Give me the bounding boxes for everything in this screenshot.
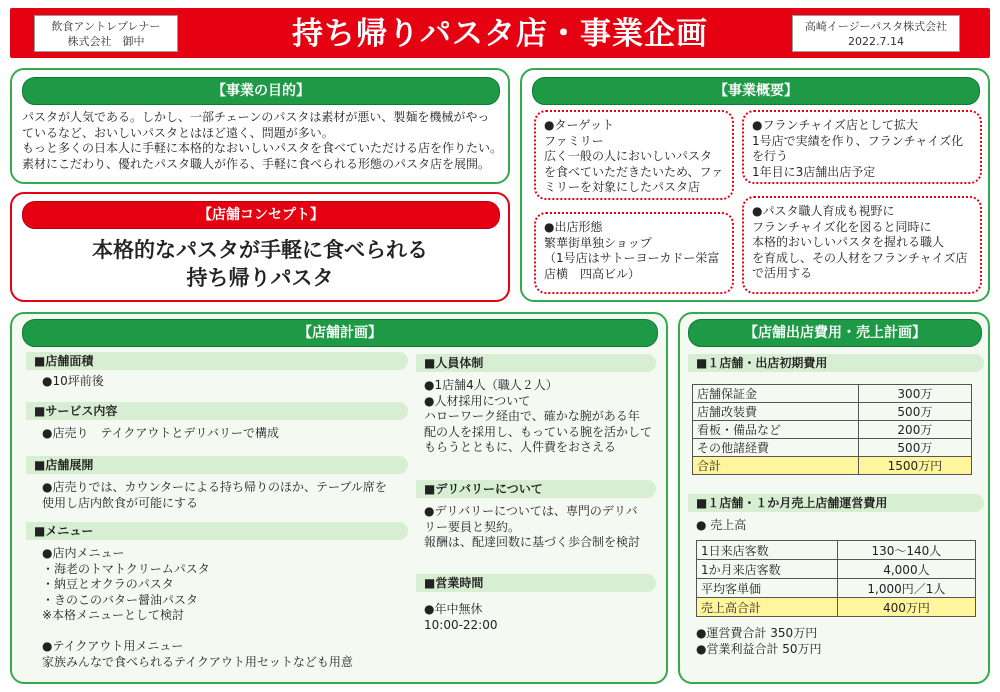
hours-body: ●年中無休 10:00-22:00 [424,602,498,632]
monthly-title: ■１店舗・１か月売上店舗運営費用 [688,494,984,512]
staff-title: ■人員体制 [416,354,656,372]
initial-row [693,439,972,457]
purpose-body: パスタが人気である。しかし、一部チェーンのパスタは素材が悪い、製麺を機械がやっ ているなど、おいしいパスタとはほど遠く、問題が多い。 もっと多くの日本人に手軽に本格的なおいしいパスタを食べていただける店を作りたい。 素材にこだわり、優れたパスタ職人が作る、手軽に食べられる形態のパスタ店を展開。 [22,110,503,171]
initial-value: 200万 [858,421,971,439]
initial-row [693,403,972,421]
initial-cost-title: ■１店舗・出店初期費用 [688,354,984,372]
sales-row [697,541,976,560]
sales-label: 売上高合計 [697,598,838,617]
overview-franchise-box: ●フランチャイズ店として拡大 1号店で実績を作り、フランチャイズ化 を行う 1年目に3店舗出店予定 [742,110,982,184]
initial-label: 合計 [693,457,859,475]
delivery-body: ●デリバリーについては、専門のデリバ リー要員と契約。 報酬は、配達回数に基づく歩合制を検討 [424,504,641,549]
initial-value: 1500万円 [858,457,971,475]
initial-row [693,385,972,403]
sales-table [696,540,976,617]
overview-target-box: ●ターゲット ファミリー 広く一般の人においしいパスタ を食べていただきたいため、ファ ミリーを対象にしたパスタ店 [534,110,734,200]
sales-value: 400万円 [837,598,975,617]
area-body: ●10坪前後 [42,374,104,388]
initial-row [693,421,972,439]
hours-title: ■営業時間 [416,574,656,592]
client-box [34,15,178,52]
expand-body: ●店売りでは、カウンターによる持ち帰りのほか、テーブル席を 使用し店内飲食が可能にする [42,480,387,510]
initial-label: 店舗保証金 [693,385,859,403]
client-name: 飲食アントレプレナー [51,20,161,33]
area-title: ■店舗面積 [26,352,408,370]
purpose-heading: 【事業の目的】 [22,77,500,105]
initial-value: 500万 [858,403,971,421]
service-title: ■サービス内容 [26,402,408,420]
sales-value: 1,000円／1人 [837,579,975,598]
sales-row [697,560,976,579]
operating-cost: ●運営費合計 350万円 [696,626,818,640]
sales-label: 平均客単価 [697,579,838,598]
overview-panel [520,68,990,302]
store-plan-heading: 【店舗計画】 [22,319,658,347]
company-box [792,15,960,52]
costs-heading: 【店舗出店費用・売上計画】 [688,319,982,347]
purpose-panel [10,68,510,184]
delivery-title: ■デリバリーについて [416,480,656,498]
menu-body: ●店内メニュー ・海老のトマトクリームパスタ ・納豆とオクラのパスタ ・きのこのバター醤油パスタ ※本格メニューとして検討 ●テイクアウト用メニュー 家族みんなで食べられるテイクアウト用セットなども用意 [42,546,353,669]
sales-value: 4,000人 [837,560,975,579]
concept-line-1: 本格的なパスタが手軽に食べられる [92,238,428,262]
sales-label: ● 売上高 [696,518,747,532]
sales-value: 130～140人 [837,541,975,560]
sales-label: 1か月来店客数 [697,560,838,579]
sales-row [697,579,976,598]
store-plan-panel [10,312,668,684]
menu-title: ■メニュー [26,522,408,540]
initial-label: 店舗改装費 [693,403,859,421]
initial-cost-table [692,384,972,475]
concept-heading: 【店舗コンセプト】 [22,201,500,229]
client-honorific: 株式会社 御中 [67,35,145,48]
company-name: 高崎イージーパスタ株式会社 [804,20,948,33]
service-body: ●店売り テイクアウトとデリバリーで構成 [42,426,280,440]
initial-label: 看板・備品など [693,421,859,439]
operating-profit: ●営業利益合計 50万円 [696,642,822,656]
overview-heading: 【事業概要】 [532,77,980,105]
document-date: 2022.7.14 [848,35,904,48]
header-banner [10,8,990,58]
expand-title: ■店舗展開 [26,456,408,474]
initial-row [693,457,972,475]
staff-body: ●1店舗4人（職人２人） ●人材採用について ハローワーク経由で、確かな腕がある年 配の人を採用し、もっている腕を活かして もらうとともに、人件費をおさえる [424,378,653,454]
initial-value: 500万 [858,439,971,457]
sales-row [697,598,976,617]
initial-value: 300万 [858,385,971,403]
overview-format-box: ●出店形態 繁華街単独ショップ （1号店はサトーヨーカドー栄富 店横 四高ビル） [534,212,734,294]
initial-label: その他諸経費 [693,439,859,457]
sales-label: 1日来店客数 [697,541,838,560]
page-title: 持ち帰りパスタ店・事業企画 [292,16,708,52]
concept-line-2: 持ち帰りパスタ [186,266,334,290]
overview-training-box: ●パスタ職人育成も視野に フランチャイズ化を図ると同時に 本格的おいしいパスタを握れる職人 を育成し、その人材をフランチャイズ店 で活用する [742,196,982,294]
concept-panel [10,192,510,302]
costs-panel [678,312,990,684]
